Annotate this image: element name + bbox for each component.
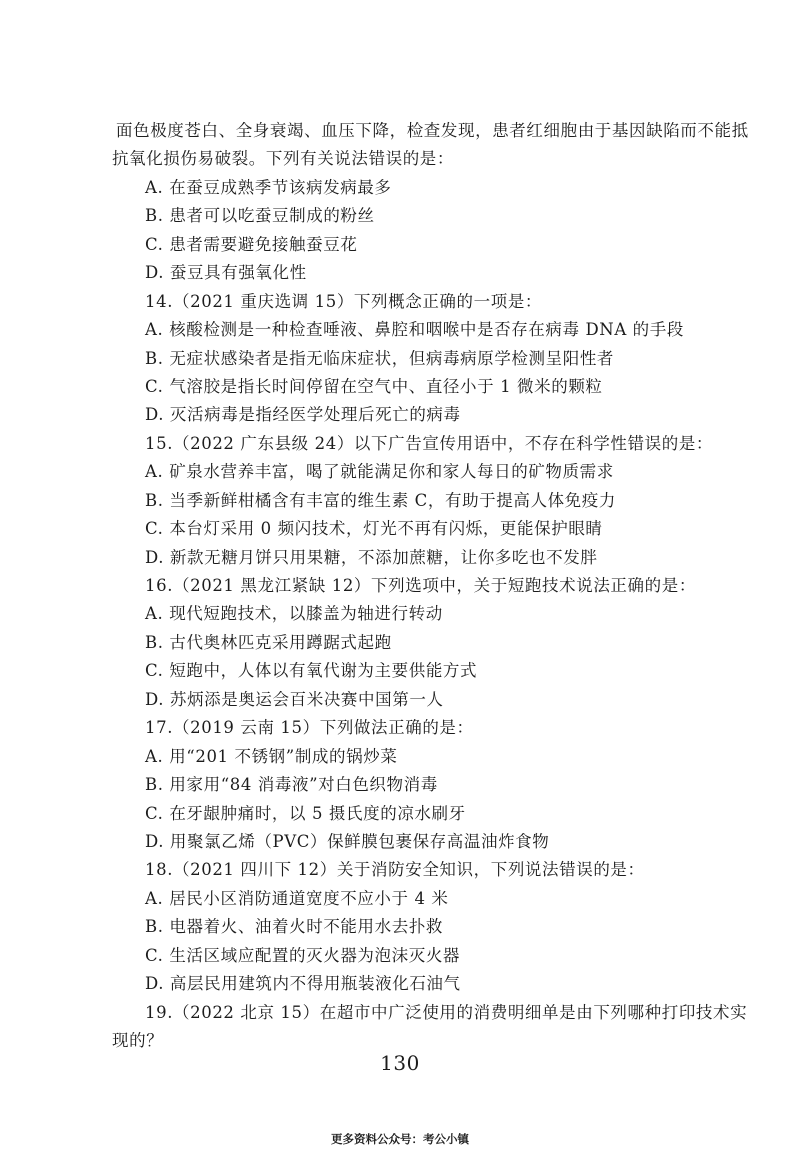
- q18-option-b: B. 电器着火、油着火时不能用水去扑救: [145, 917, 444, 937]
- q18-stem: 18.（2021 四川下 12）关于消防安全知识，下列说法错误的是：: [145, 860, 645, 880]
- page-number: 130: [380, 1051, 420, 1075]
- q19-stem: 19.（2022 北京 15）在超市中广泛使用的消费明细单是由下列哪种打印技术实: [145, 1002, 748, 1022]
- q15-stem: 15.（2022 广东县级 24）以下广告宣传用语中，不存在科学性错误的是：: [145, 433, 714, 453]
- q14-option-b: B. 无症状感染者是指无临床症状，但病毒病原学检测呈阳性者: [145, 348, 615, 368]
- q14-stem: 14.（2021 重庆选调 15）下列概念正确的一项是：: [145, 291, 543, 311]
- q15-option-d: D. 新款无糖月饼只用果糖，不添加蔗糖，让你多吃也不发胖: [145, 547, 598, 567]
- q16-option-a: A. 现代短跑技术，以膝盖为轴进行转动: [145, 604, 443, 624]
- q15-option-c: C. 本台灯采用 0 频闪技术，灯光不再有闪烁，更能保护眼睛: [145, 519, 603, 539]
- q16-stem: 16.（2021 黑龙江紧缺 12）下列选项中，关于短跑技术说法正确的是：: [145, 576, 696, 595]
- q17-stem: 17.（2019 云南 15）下列做法正确的是：: [145, 718, 474, 738]
- q16-option-b: B. 古代奥林匹克采用蹲踞式起跑: [145, 632, 392, 652]
- q17-option-c: C. 在牙龈肿痛时，以 5 摄氏度的凉水刷牙: [145, 803, 466, 823]
- q13-option-d: D. 蚕豆具有强氧化性: [145, 263, 307, 283]
- q19-stem-continuation: 现的？: [112, 1031, 164, 1050]
- q13-option-b: B. 患者可以吃蚕豆制成的粉丝: [145, 206, 375, 226]
- q17-option-d: D. 用聚氯乙烯（PVC）保鲜膜包裹保存高温油炸食物: [145, 831, 550, 851]
- q15-option-b: B. 当季新鲜柑橘含有丰富的维生素 C，有助于提高人体免疫力: [145, 490, 616, 510]
- intro-line-2: 抗氧化损伤易破裂。下列有关说法错误的是：: [112, 149, 454, 169]
- q14-option-d: D. 灭活病毒是指经医学处理后死亡的病毒: [145, 405, 461, 425]
- q14-option-a: A. 核酸检测是一种检查唾液、鼻腔和咽喉中是否存在病毒 DNA 的手段: [145, 320, 684, 340]
- q18-option-c: C. 生活区域应配置的灭火器为泡沫灭火器: [145, 945, 461, 965]
- footer-text: 更多资料公众号：考公小镇: [331, 1132, 469, 1146]
- q17-option-a: A. 用“201 不锈钢”制成的锅炒菜: [145, 746, 398, 766]
- q16-option-c: C. 短跑中，人体以有氧代谢为主要供能方式: [145, 661, 478, 681]
- q16-option-d: D. 苏炳添是奥运会百米决赛中国第一人: [145, 689, 444, 709]
- q18-option-d: D. 高层民用建筑内不得用瓶装液化石油气: [145, 974, 461, 994]
- q17-option-b: B. 用家用“84 消毒液”对白色织物消毒: [145, 775, 438, 795]
- intro-line-1: 面色极度苍白、全身衰竭、血压下降，检查发现，患者红细胞由于基因缺陷而不能抵: [116, 121, 749, 140]
- q13-option-c: C. 患者需要避免接触蚕豆花: [145, 234, 358, 254]
- q15-option-a: A. 矿泉水营养丰富，喝了就能满足你和家人每日的矿物质需求: [145, 462, 614, 482]
- q13-option-a: A. 在蚕豆成熟季节该病发病最多: [145, 177, 392, 197]
- q14-option-c: C. 气溶胶是指长时间停留在空气中、直径小于 1 微米的颗粒: [145, 376, 603, 396]
- q18-option-a: A. 居民小区消防通道宽度不应小于 4 米: [145, 888, 449, 908]
